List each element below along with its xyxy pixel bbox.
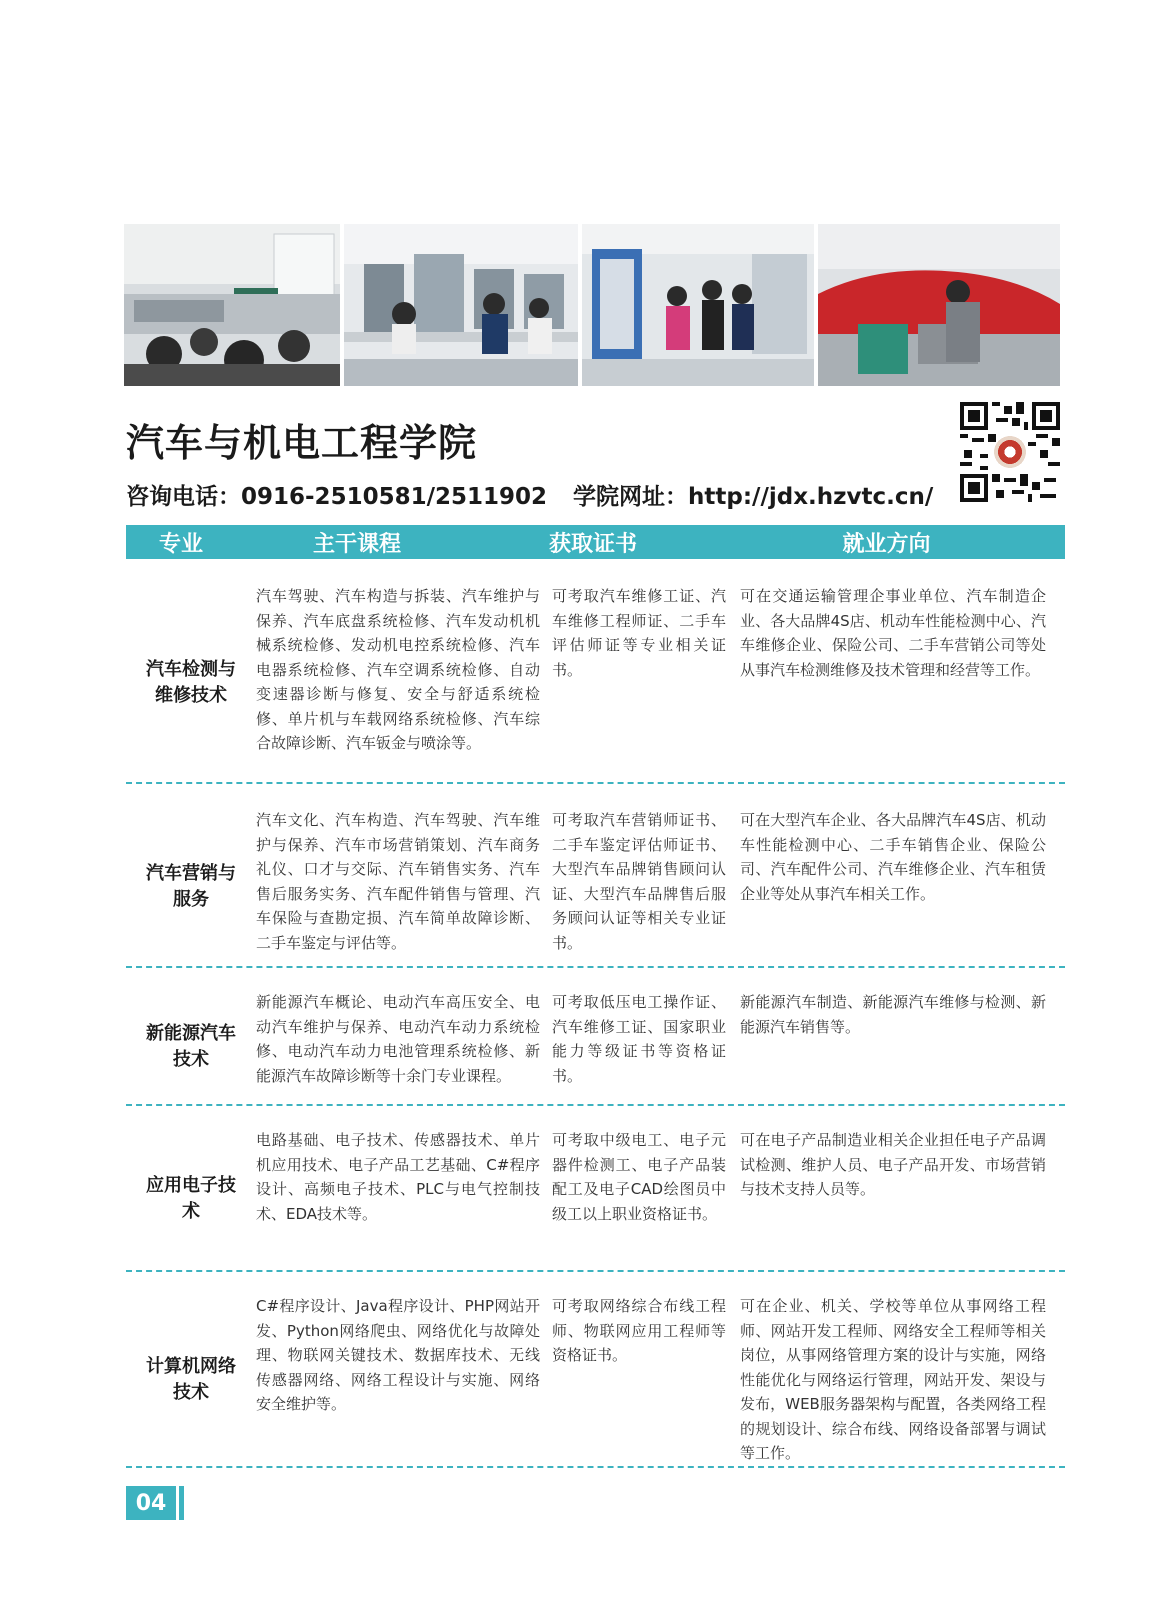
- photo-electronics-lab: [344, 224, 578, 386]
- table-row: [126, 1272, 1065, 1468]
- courses-cell: 新能源汽车概论、电动汽车高压安全、电动汽车维护与保养、电动汽车动力系统检修、电动汽车动力电池管理系统检修、新能源汽车故障诊断等十余门专业课程。: [256, 993, 540, 1085]
- certificates-cell: 可考取网络综合布线工程师、物联网应用工程师等资格证书。: [552, 1297, 726, 1364]
- careers-cell: 可在电子产品制造业相关企业担任电子产品调试检测、维护人员、电子产品开发、市场营销与技术支持人员等。: [740, 1131, 1046, 1198]
- careers-cell: 可在交通运输管理企事业单位、汽车制造企业、各大品牌4S店、机动车性能检测中心、汽车维修企业、保险公司、二手车营销公司等处从事汽车检测维修及技术管理和经营等工作。: [740, 587, 1046, 679]
- certificates-cell: 可考取低压电工操作证、汽车维修工证、国家职业能力等级证书等资格证书。: [552, 993, 726, 1085]
- contact-line: [126, 478, 933, 511]
- certificates-cell: 可考取中级电工、电子元器件检测工、电子产品装配工及电子CAD绘图员中级工以上职业资格证书。: [552, 1131, 726, 1223]
- photo-classroom-lab: [124, 224, 340, 386]
- courses-cell: 汽车文化、汽车构造、汽车驾驶、汽车维护与保养、汽车市场营销策划、汽车商务礼仪、口才与交际、汽车销售实务、汽车售后服务实务、汽车配件销售与管理、汽车保险与查勘定损、汽车简单故障诊断、二手车鉴定与评估等。: [256, 811, 540, 952]
- page-title: 汽车与机电工程学院: [126, 421, 478, 465]
- contact-website: 学院网址：http://jdx.hzvtc.cn/: [573, 484, 934, 510]
- photo-strip: [124, 224, 1064, 386]
- header-careers: 就业方向: [842, 530, 931, 557]
- courses-cell: 汽车驾驶、汽车构造与拆装、汽车维护与保养、汽车底盘系统检修、汽车发动机机械系统检修、发动机电控系统检修、汽车电器系统检修、汽车空调系统检修、自动变速器诊断与修复、安全与舒适系统检修、单片机与车载网络系统检修、汽车综合故障诊断、汽车钣金与喷涂等。: [256, 587, 540, 752]
- major-name: 汽车检测与维修技术: [146, 659, 236, 706]
- certificates-cell: 可考取汽车营销师证书、二手车鉴定评估师证书、大型汽车品牌销售顾问认证、大型汽车品牌售后服务顾问认证等相关专业证书。: [552, 811, 726, 952]
- careers-cell: 可在企业、机关、学校等单位从事网络工程师、网站开发工程师、网络安全工程师等相关岗位，从事网络管理方案的设计与实施，网络性能优化与网络运行管理，网站开发、架设与发布，WEB服务器架构与配置，各类网络工程的规划设计、综合布线、网络设备部署与调试等工作。: [740, 1297, 1046, 1462]
- courses-cell: C#程序设计、Java程序设计、PHP网站开发、Python网络爬虫、网络优化与故障处理、物联网关键技术、数据库技术、无线传感器网络、网络工程设计与实施、网络安全维护等。: [256, 1297, 540, 1413]
- qr-code-icon: [960, 402, 1060, 502]
- header-major: 专业: [158, 530, 203, 557]
- program-table: [126, 572, 1065, 1468]
- page-number-bar: [179, 1486, 184, 1520]
- careers-cell: 可在大型汽车企业、各大品牌汽车4S店、机动车性能检测中心、二手车销售企业、保险公司、汽车配件公司、汽车维修企业、汽车租赁企业等处从事汽车相关工作。: [740, 811, 1046, 903]
- courses-cell: 电路基础、电子技术、传感器技术、单片机应用技术、电子产品工艺基础、C#程序设计、高频电子技术、PLC与电气控制技术、EDA技术等。: [256, 1131, 540, 1223]
- photo-training-room: [582, 224, 814, 386]
- major-name: 汽车营销与服务: [146, 863, 236, 910]
- table-row: [126, 784, 1065, 968]
- photo-engine-workshop: [818, 224, 1060, 386]
- major-name: 计算机网络技术: [146, 1356, 236, 1403]
- table-row: [126, 1106, 1065, 1272]
- header-courses: 主干课程: [312, 530, 401, 557]
- major-name: 新能源汽车技术: [146, 1023, 236, 1070]
- contact-phone: 咨询电话：0916-2510581/2511902: [126, 484, 548, 510]
- table-row: [126, 968, 1065, 1106]
- header-certificates: 获取证书: [548, 530, 637, 557]
- careers-cell: 新能源汽车制造、新能源汽车维修与检测、新能源汽车销售等。: [740, 993, 1046, 1036]
- certificates-cell: 可考取汽车维修工证、汽车维修工程师证、二手车评估师证等专业相关证书。: [552, 587, 726, 679]
- table-row: [126, 572, 1065, 784]
- table-header: [126, 525, 1065, 559]
- major-name: 应用电子技术: [146, 1175, 236, 1222]
- page-number: 04: [126, 1486, 176, 1520]
